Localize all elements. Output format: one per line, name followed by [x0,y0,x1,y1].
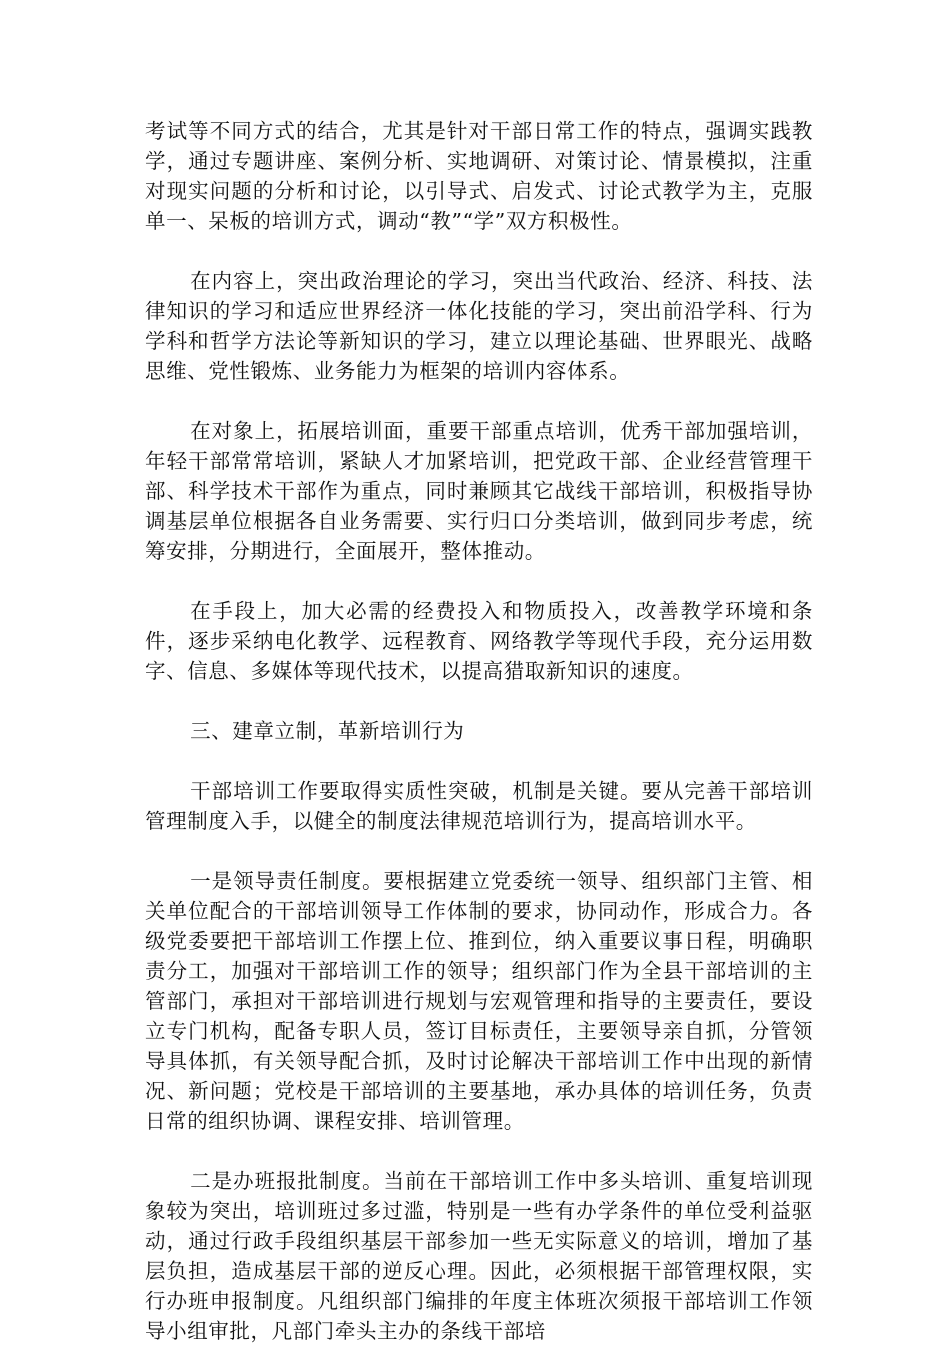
paragraph-content: 在内容上，突出政治理论的学习，突出当代政治、经济、科技、法律知识的学习和适应世界经济一体化技能的学习，突出前沿学科、行为学科和哲学方法论等新知识的学习，建立以理论基础、世界眼光、战略思维、党性锻炼、业务能力为框架的培训内容体系。 [145,269,813,383]
paragraph-means: 在手段上，加大必需的经费投入和物质投入，改善教学环境和条件，逐步采纳电化教学、远程教育、网络教学等现代手段，充分运用数字、信息、多媒体等现代技术，以提高猎取新知识的速度。 [145,599,813,683]
document-body [145,116,813,1346]
paragraph-target: 在对象上，拓展培训面，重要干部重点培训，优秀干部加强培训，年轻干部常常培训，紧缺人才加紧培训，把党政干部、企业经营管理干部、科学技术干部作为重点，同时兼顾其它战线干部培训，积极指导协调基层单位根据各自业务需要、实行归口分类培训，做到同步考虑，统筹安排，分期进行，全面展开，整体推动。 [145,419,813,563]
section-heading: 三、建章立制，革新培训行为 [190,719,465,743]
paragraph-mechanism: 干部培训工作要取得实质性突破，机制是关键。要从完善干部培训管理制度入手，以健全的制度法律规范培训行为，提高培训水平。 [145,779,813,833]
paragraph-continued: 考试等不同方式的结合，尤其是针对干部日常工作的特点，强调实践教学，通过专题讲座、案例分析、实地调研、对策讨论、情景模拟，注重对现实问题的分析和讨论，以引导式、启发式、讨论式教学为主，克服单一、呆板的培训方式，调动“教”“学”双方积极性。 [145,119,813,233]
paragraph-leadership-responsibility: 一是领导责任制度。要根据建立党委统一领导、组织部门主管、相关单位配合的干部培训领导工作体制的要求，协同动作，形成合力。各级党委要把干部培训工作摆上位、推到位，纳入重要议事日程，明确职责分工，加强对干部培训工作的领导；组织部门作为全县干部培训的主管部门，承担对干部培训进行规划与宏观管理和指导的主要责任，要设立专门机构，配备专职人员，签订目标责任，主要领导亲自抓，分管领导具体抓，有关领导配合抓，及时讨论解决干部培训工作中出现的新情况、新问题；党校是干部培训的主要基地，承办具体的培训任务，负责日常的组织协调、课程安排、培训管理。 [145,869,813,1133]
paragraph-approval-system: 二是办班报批制度。当前在干部培训工作中多头培训、重复培训现象较为突出，培训班过多过滥，特别是一些有办学条件的单位受利益驱动，通过行政手段组织基层干部参加一些无实际意义的培训，增加了基层负担，造成基层干部的逆反心理。因此，必须根据干部管理权限，实行办班申报制度。凡组织部门编排的年度主体班次须报干部培训工作领导小组审批，凡部门牵头主办的条线干部培 [145,1169,813,1343]
